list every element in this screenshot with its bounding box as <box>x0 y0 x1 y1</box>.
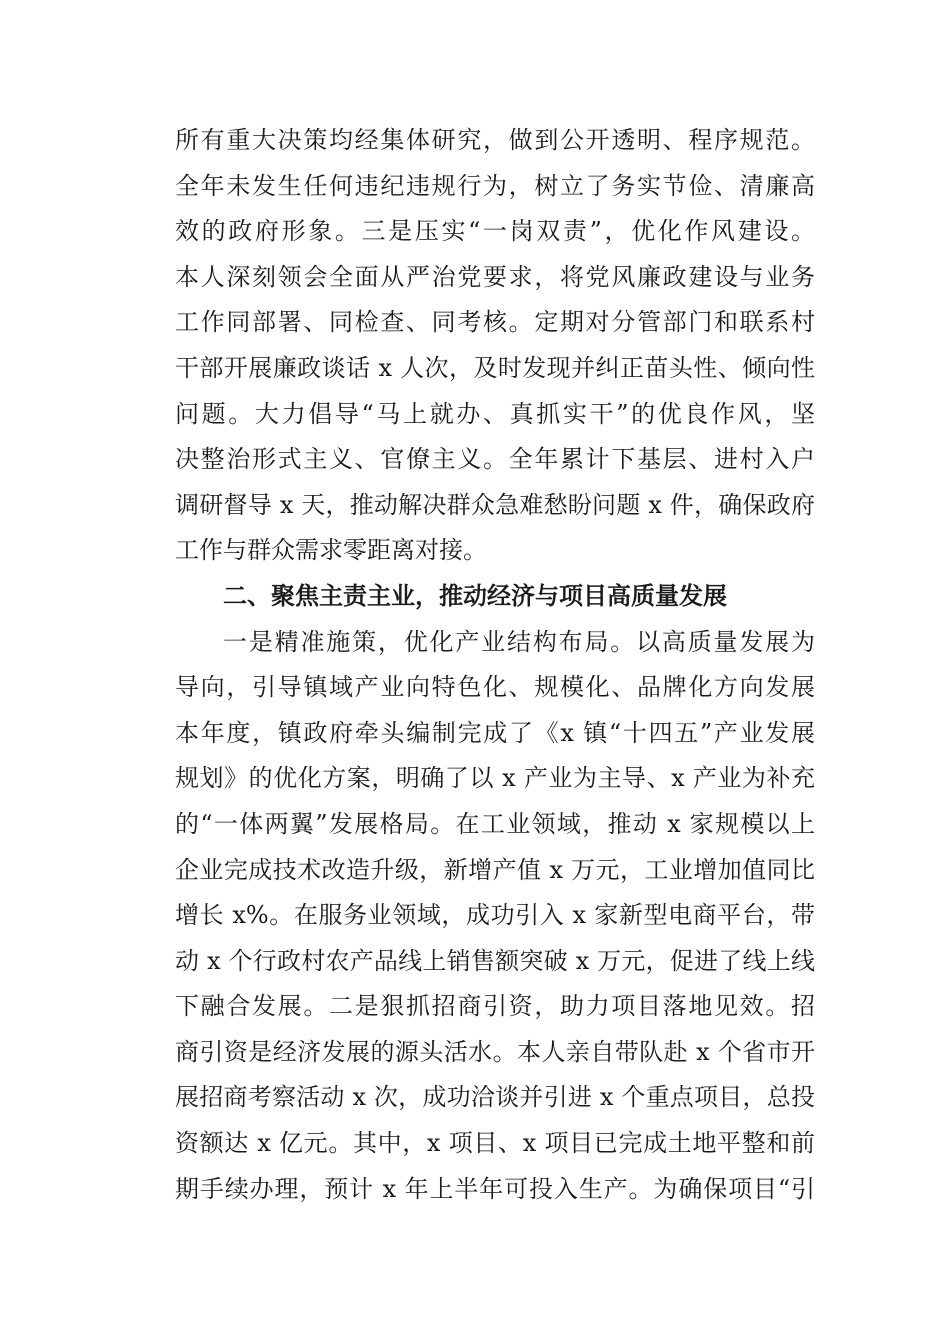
text-line: 本人深刻领会全面从严治党要求，将党风廉政建设与业务 <box>175 262 815 291</box>
text-line: 问题。大力倡导“马上就办、真抓实干”的优良作风，坚 <box>175 399 815 428</box>
text-line: 全年未发生任何违纪违规行为，树立了务实节俭、清廉高 <box>175 171 815 200</box>
text-line: 增长 x%。在服务业领域，成功引入 x 家新型电商平台，带 <box>175 901 815 930</box>
text-line: 资额达 x 亿元。其中，x 项目、x 项目已完成土地平整和前 <box>175 1129 815 1158</box>
text-line: 导向，引导镇域产业向特色化、规模化、品牌化方向发展 <box>175 673 815 702</box>
text-line: 商引资是经济发展的源头活水。本人亲自带队赴 x 个省市开 <box>175 1037 815 1066</box>
text-line: 本年度，镇政府牵头编制完成了《x 镇“十四五”产业发展 <box>175 718 815 747</box>
text-line: 效的政府形象。三是压实“一岗双责”，优化作风建设。 <box>175 217 815 246</box>
text-line: 干部开展廉政谈话 x 人次，及时发现并纠正苗头性、倾向性 <box>175 353 815 382</box>
text-line: 展招商考察活动 x 次，成功洽谈并引进 x 个重点项目，总投 <box>175 1083 815 1112</box>
text-line: 的“一体两翼”发展格局。在工业领域，推动 x 家规模以上 <box>175 809 815 838</box>
text-line: 期手续办理，预计 x 年上半年可投入生产。为确保项目“引 <box>175 1174 815 1203</box>
text-line: 规划》的优化方案，明确了以 x 产业为主导、x 产业为补充 <box>175 764 815 793</box>
paragraph-1 <box>175 118 815 574</box>
section-heading: 二、聚焦主责主业，推动经济与项目高质量发展 <box>223 581 727 610</box>
text-line: 企业完成技术改造升级，新增产值 x 万元，工业增加值同比 <box>175 855 815 884</box>
text-line: 动 x 个行政村农产品线上销售额突破 x 万元，促进了线上线 <box>175 946 815 975</box>
text-line: 下融合发展。二是狠抓招商引资，助力项目落地见效。招 <box>175 992 815 1021</box>
text-line: 一是精准施策，优化产业结构布局。以高质量发展为 <box>223 627 815 656</box>
text-line: 工作与群众需求零距离对接。 <box>175 536 487 565</box>
text-line: 工作同部署、同检查、同考核。定期对分管部门和联系村 <box>175 308 815 337</box>
text-line: 决整治形式主义、官僚主义。全年累计下基层、进村入户 <box>175 445 815 474</box>
text-line: 调研督导 x 天，推动解决群众急难愁盼问题 x 件，确保政府 <box>175 490 815 519</box>
text-line: 所有重大决策均经集体研究，做到公开透明、程序规范。 <box>175 126 815 154</box>
paragraph-2 <box>175 620 815 1213</box>
document-body <box>175 118 815 1212</box>
